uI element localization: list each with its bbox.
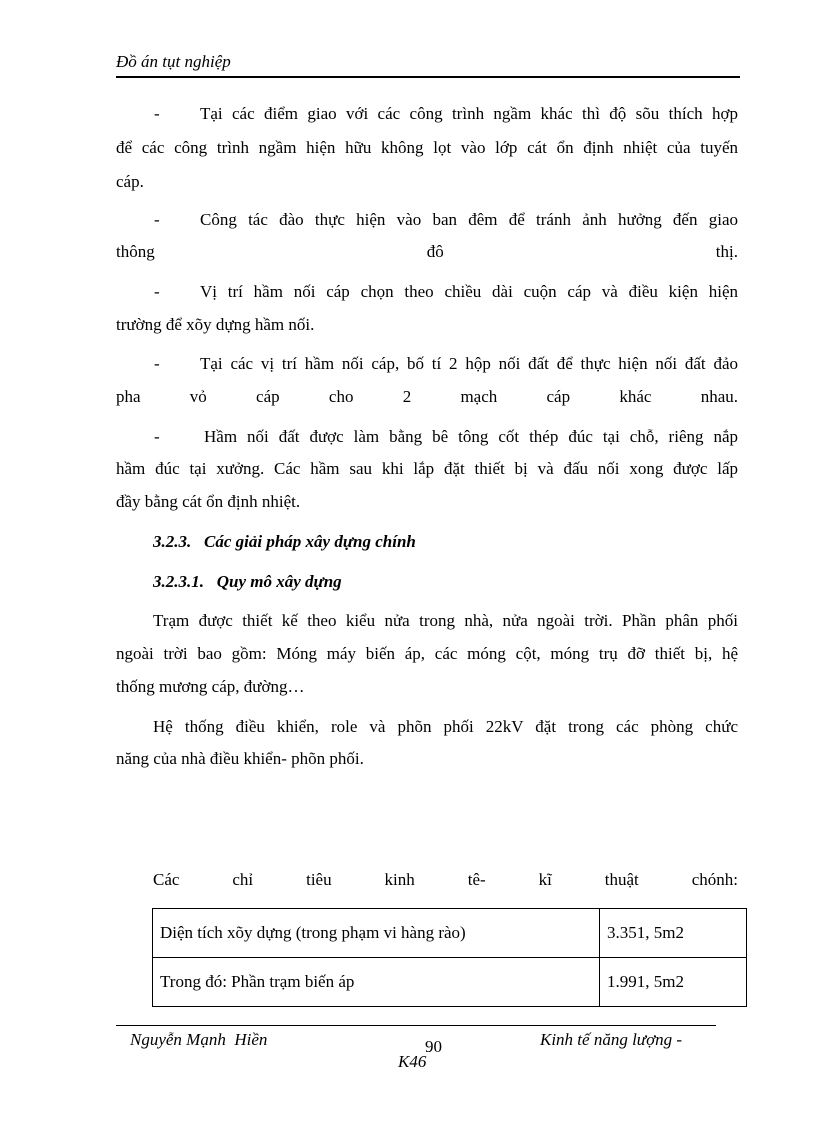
p2-dash: - (154, 210, 160, 229)
p1-line3: cáp. (116, 172, 144, 191)
p4-text1: Tại các vị trí hầm nối cáp, bố tí 2 hộp nối đất để thực hiện nối đất đảo (200, 354, 738, 373)
p5-line2: hầm đúc tại xưởng. Các hầm sau khi lắp đặt thiết bị và đấu nối xong được lấp (116, 459, 738, 478)
specs-table (152, 908, 747, 1007)
table-cell-value: 1.991, 5m2 (600, 958, 747, 1007)
p6-line2: ngoài trời bao gồm: Móng máy biến áp, các móng cột, móng trụ đỡ thiết bị, hệ (116, 644, 738, 663)
p7-line1: Hệ thống điều khiển, role và phõn phối 22kV đặt trong các phòng chức (153, 717, 738, 736)
p4-line2-text: pha vỏ cáp cho 2 mạch cáp khác nhau. (116, 387, 738, 406)
section-heading-3-2-3: 3.2.3. Các giải pháp xây dựng chính (153, 532, 416, 551)
table-cell-label: Trong đó: Phần trạm biến áp (153, 958, 600, 1007)
table-cell-label: Diện tích xõy dựng (trong phạm vi hàng rào) (153, 909, 600, 958)
p3-dash: - (154, 282, 160, 301)
table-cell-value: 3.351, 5m2 (600, 909, 747, 958)
p7-line2: năng của nhà điều khiển- phõn phối. (116, 749, 364, 768)
p3-text1: Vị trí hầm nối cáp chọn theo chiều dài cuộn cáp và điều kiện hiện (200, 282, 738, 301)
p5-text1: Hầm nối đất được làm bằng bê tông cốt thép đúc tại chỗ, riêng nắp (204, 427, 738, 446)
p4-line2 (116, 386, 738, 408)
header-rule (116, 76, 740, 78)
footer-author: Nguyễn Mạnh Hiền (130, 1030, 268, 1049)
footer-dept: Kinh tế năng lượng - (540, 1030, 683, 1049)
p6-line3: thống mương cáp, đường… (116, 677, 305, 696)
footer-class: K46 (398, 1052, 427, 1071)
p2-word3: thị. (715, 242, 738, 261)
footer-rule (116, 1025, 716, 1026)
header-title: Đồ án tụt nghiệp (116, 52, 231, 71)
p1-text1: Tại các điểm giao với các công trình ngầm khác thì độ sõu thích hợp (200, 104, 738, 123)
p2-line2 (116, 241, 738, 263)
p4-dash: - (154, 354, 160, 373)
table-row (153, 958, 747, 1007)
p6-line1: Trạm được thiết kế theo kiểu nửa trong nhà, nửa ngoài trời. Phần phân phối (153, 611, 738, 630)
p2-text1: Công tác đào thực hiện vào ban đêm để tránh ảnh hưởng đến giao (200, 210, 738, 229)
p3-line2: trường để xõy dựng hầm nối. (116, 315, 315, 334)
p2-word2: đô (426, 242, 444, 261)
section-heading-3-2-3-1: 3.2.3.1. Quy mô xây dựng (153, 572, 342, 591)
table-row (153, 909, 747, 958)
p1-dash: - (154, 104, 160, 123)
footer-page-number: 90 (425, 1037, 442, 1056)
p2-word1: thông (116, 242, 155, 261)
p8-line1: Các chỉ tiêu kinh tê- kĩ thuật chónh: (153, 870, 738, 889)
p5-line3: đầy bằng cát ổn định nhiệt. (116, 492, 301, 511)
p1-line2: để các công trình ngầm hiện hữu không lọt vào lớp cát ổn định nhiệt của tuyến (116, 138, 738, 157)
p5-dash: - (154, 427, 160, 446)
